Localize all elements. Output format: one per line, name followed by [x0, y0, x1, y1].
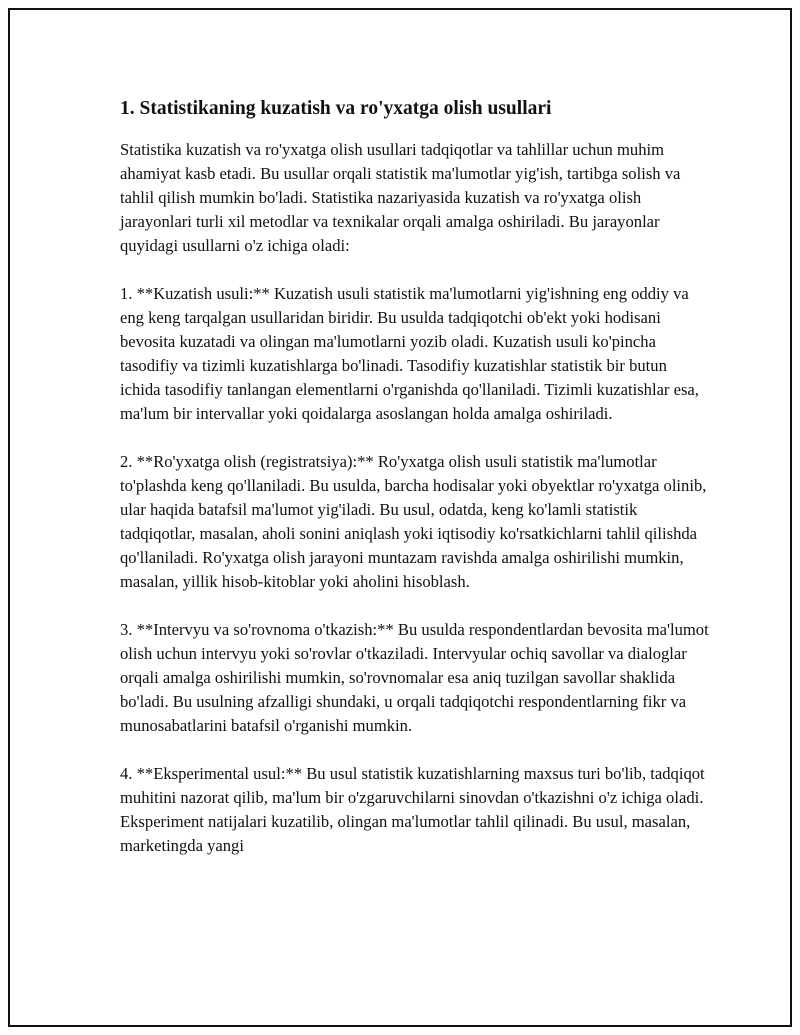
paragraph-eksperimental-usul: 4. **Eksperimental usul:** Bu usul statistik kuzatishlarning maxsus turi bo'lib, tadqiqot muhitini nazorat qilib, ma'lum bir o'zgaruvchilarni sinovdan o'tkazishni o'z ichiga oladi. Eksperiment natijalari kuzatilib, olingan ma'lumotlar tahlil qilinadi. Bu usul, masalan, marketingda yangi: [120, 764, 705, 855]
intro-paragraph: Statistika kuzatish va ro'yxatga olish usullari tadqiqotlar va tahlillar uchun muhim ahamiyat kasb etadi. Bu usullar orqali statistik ma'lumotlar yig'ish, tartibga solish va tahlil qilish mumkin bo'ladi. Statistika nazariyasida kuzatish va ro'yxatga olish jarayonlari turli xil metodlar va texnikalar orqali amalga oshiriladi. Bu jarayonlar quyidagi usullarni o'z ichiga oladi:: [120, 140, 681, 255]
paragraph-intervyu: 3. **Intervyu va so'rovnoma o'tkazish:** Bu usulda respondentlardan bevosita ma'lumot olish uchun intervyu yoki so'rovlar o'tkaziladi. Intervyular ochiq savollar va dialoglar orqali amalga oshirilishi mumkin, so'rovnomalar esa aniq tuzilgan savollar shaklida bo'ladi. Bu usulning afzalligi shundaki, u orqali tadqiqotchi respondentlarning fikr va munosabatlarini batafsil o'rganishi mumkin.: [120, 620, 709, 735]
section-heading: 1. Statistikaning kuzatish va ro'yxatga olish usullari: [120, 98, 552, 119]
paragraph-royxatga-olish: 2. **Ro'yxatga olish (registratsiya):** Ro'yxatga olish usuli statistik ma'lumotlar to'plashda keng qo'llaniladi. Bu usulda, barcha hodisalar yoki obyektlar ro'yxatga olinib, ular haqida batafsil ma'lumot yig'iladi. Bu usul, odatda, keng ko'lamli statistik tadqiqotlar, masalan, aholi sonini aniqlash yoki iqtisodiy ko'rsatkichlarni tahlil qilishda qo'llaniladi. Ro'yxatga olish jarayoni muntazam ravishda amalga oshirilishi mumkin, masalan, yillik hisob-kitoblar yoki aholini hisoblash.: [120, 452, 707, 591]
paragraph-kuzatish-usuli: 1. **Kuzatish usuli:** Kuzatish usuli statistik ma'lumotlarni yig'ishning eng oddiy va eng keng tarqalgan usullaridan biridir. Bu usulda tadqiqotchi ob'ekt yoki hodisani bevosita kuzatadi va olingan ma'lumotlarni yozib oladi. Kuzatish usuli ko'pincha tasodifiy va tizimli kuzatishlarga bo'linadi. Tasodifiy kuzatishlar statistik bir butun ichida tasodifiy tanlangan elementlarni o'rganishda qo'llaniladi. Tizimli kuzatishlar esa, ma'lum bir intervallar yoki qoidalarga asoslangan holda amalga oshiriladi.: [120, 284, 699, 423]
document-page: [8, 8, 792, 1027]
document-body: [120, 96, 710, 858]
